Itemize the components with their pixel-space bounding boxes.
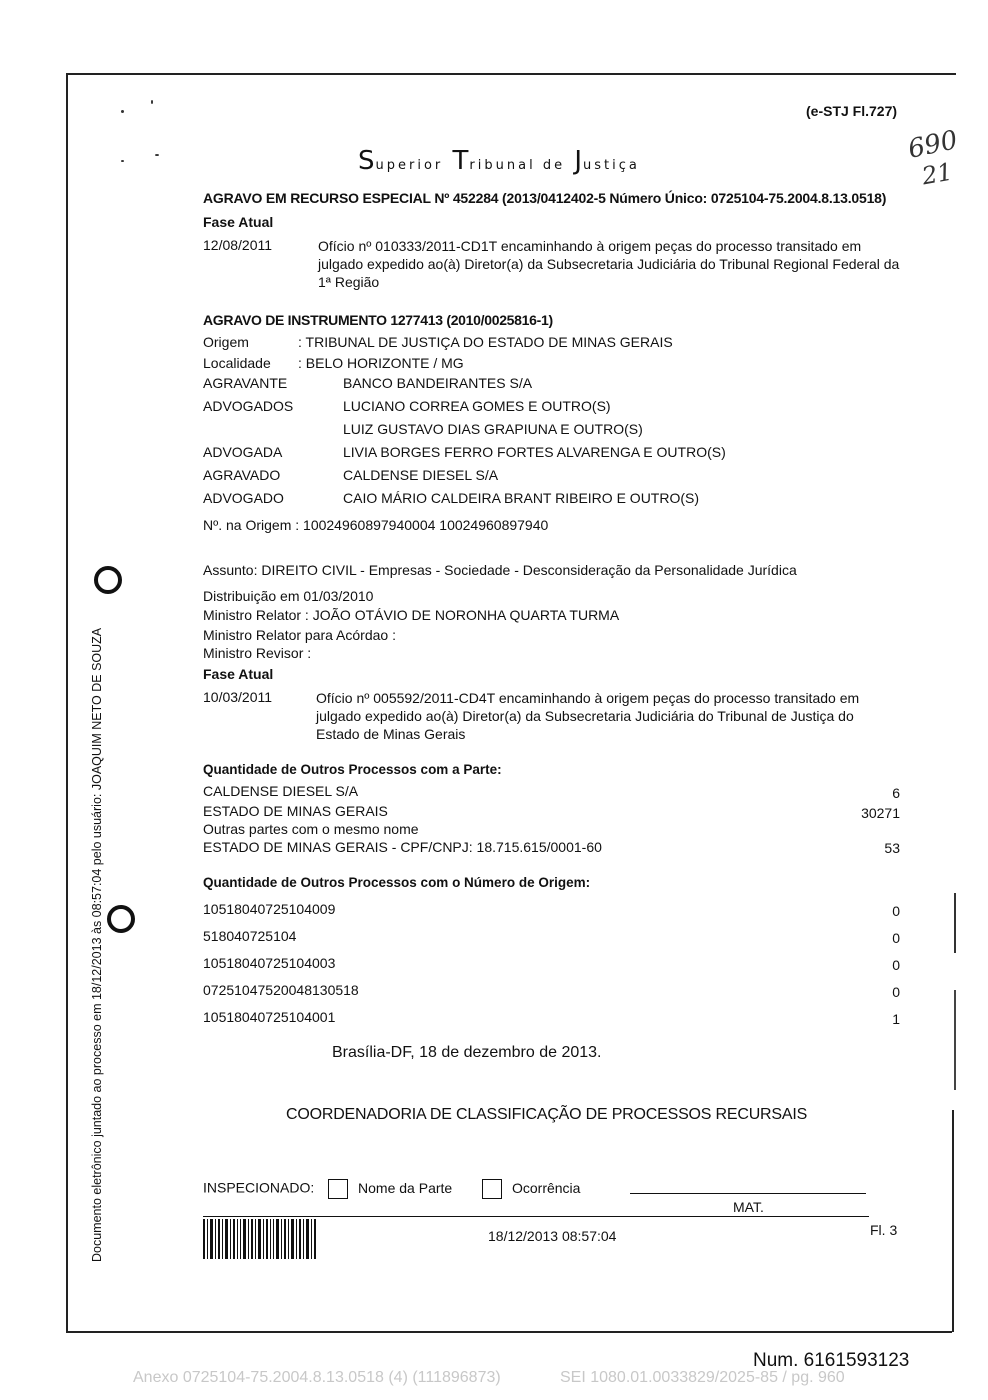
scan-speck xyxy=(121,110,124,113)
party-name: CALDENSE DIESEL S/A xyxy=(343,467,499,483)
footer-rule xyxy=(203,1216,869,1217)
fase-text xyxy=(316,689,859,743)
localidade-value: : BELO HORIZONTE / MG xyxy=(298,355,464,371)
court-title-word: ustiça xyxy=(583,158,640,173)
estj-stamp: (e-STJ Fl.727) xyxy=(806,103,898,119)
party-role: AGRAVADO xyxy=(203,467,281,483)
origem-number: 07251047520048130518 xyxy=(203,982,359,998)
parte-label: CALDENSE DIESEL S/A xyxy=(203,783,359,799)
origem-number: 10518040725104009 xyxy=(203,901,336,917)
parte-label: ESTADO DE MINAS GERAIS xyxy=(203,803,388,819)
party-role: ADVOGADOS xyxy=(203,398,294,414)
barcode xyxy=(203,1219,318,1259)
court-title-word: ribunal de xyxy=(469,158,566,173)
scan-speck xyxy=(121,160,124,162)
nome-da-parte-checkbox[interactable] xyxy=(328,1179,348,1199)
fase-text-line: 1ª Região xyxy=(318,274,380,290)
party-role: AGRAVANTE xyxy=(203,375,288,391)
handwritten-page-number: 690 xyxy=(905,125,961,165)
document-num: Num. 6161593123 xyxy=(753,1350,910,1371)
parte-label: ESTADO DE MINAS GERAIS - CPF/CNPJ: 18.715.615/0001-60 xyxy=(203,839,602,855)
ocorrencia-label: Ocorrência xyxy=(511,1179,581,1196)
court-title-letter: S xyxy=(358,146,376,176)
inspecionado-label: INSPECIONADO: xyxy=(203,1179,315,1196)
fase-text-line: julgado expedido ao(à) Diretor(a) da Subsecretaria Judiciária do Tribunal de Justiça do xyxy=(316,708,854,724)
page-frame-top xyxy=(66,73,956,75)
origem-count: 0 xyxy=(892,930,900,946)
outros-origem-heading: Quantidade de Outros Processos com o Número de Origem: xyxy=(203,875,591,890)
court-title xyxy=(358,146,640,176)
parte-count: 30271 xyxy=(861,805,900,821)
mat-label: MAT. xyxy=(733,1199,764,1215)
side-document-note: Documento eletrônico juntado ao processo em 18/12/2013 às 08:57:04 pelo usuário: JOAQUIM NETO DE SOUZA xyxy=(90,627,104,1262)
scan-speck xyxy=(151,100,153,104)
ministro-relator-acordao: Ministro Relator para Acórdao : xyxy=(203,627,396,643)
handwritten-initial: 21 xyxy=(919,157,955,191)
page-frame-bottom xyxy=(66,1331,952,1333)
coordenadoria: COORDENADORIA DE CLASSIFICAÇÃO DE PROCESSOS RECURSAIS xyxy=(286,1106,808,1123)
party-role: ADVOGADO xyxy=(203,490,284,506)
origem-number: 10518040725104001 xyxy=(203,1009,336,1025)
fase-atual-label: Fase Atual xyxy=(203,214,274,230)
origem-numero: Nº. na Origem : 10024960897940004 10024960897940 xyxy=(203,517,549,533)
page-frame-left xyxy=(66,73,68,1331)
party-name: BANCO BANDEIRANTES S/A xyxy=(343,375,533,391)
fase-date: 10/03/2011 xyxy=(203,689,273,705)
ministro-revisor: Ministro Revisor : xyxy=(203,645,312,661)
inspecionado-row xyxy=(203,1179,580,1199)
ocorrencia-checkbox[interactable] xyxy=(482,1179,502,1199)
scan-edge-mark xyxy=(954,990,956,1090)
origem-value: : TRIBUNAL DE JUSTIÇA DO ESTADO DE MINAS GERAIS xyxy=(298,334,673,350)
origem-count: 0 xyxy=(892,984,900,1000)
origem-number: 10518040725104003 xyxy=(203,955,336,971)
signature-line xyxy=(630,1193,866,1194)
fase-text-line: Estado de Minas Gerais xyxy=(316,726,466,742)
scan-edge-mark xyxy=(954,893,956,953)
case-heading: AGRAVO EM RECURSO ESPECIAL Nº 452284 (2013/0412402-5 Número Único: 0725104-75.2004.8.13.0518) xyxy=(203,190,887,206)
folha-number: Fl. 3 xyxy=(870,1222,898,1238)
localidade-label: Localidade xyxy=(203,355,271,371)
ministro-relator: Ministro Relator : JOÃO OTÁVIO DE NORONHA QUARTA TURMA xyxy=(203,607,620,623)
fase-atual-label: Fase Atual xyxy=(203,666,274,682)
assunto: Assunto: DIREITO CIVIL - Empresas - Sociedade - Desconsideração da Personalidade Jurídica xyxy=(203,562,797,578)
outros-parte-heading: Quantidade de Outros Processos com a Parte: xyxy=(203,762,502,777)
party-name: LUIZ GUSTAVO DIAS GRAPIUNA E OUTRO(S) xyxy=(343,421,643,437)
court-title-letter: J xyxy=(574,146,584,176)
origem-number: 518040725104 xyxy=(203,928,297,944)
court-title-word: uperior xyxy=(375,158,444,173)
party-name: CAIO MÁRIO CALDEIRA BRANT RIBEIRO E OUTRO(S) xyxy=(343,490,700,506)
origem-label: Origem xyxy=(203,334,249,350)
parte-count: 53 xyxy=(884,840,900,856)
place-date: Brasília-DF, 18 de dezembro de 2013. xyxy=(332,1044,602,1061)
punch-hole xyxy=(107,905,135,933)
timestamp: 18/12/2013 08:57:04 xyxy=(488,1228,617,1244)
fase-text-line: Ofício nº 005592/2011-CD4T encaminhando à origem peças do processo transitado em xyxy=(316,690,860,706)
page-frame-right xyxy=(952,1110,954,1332)
distribuicao: Distribuição em 01/03/2010 xyxy=(203,588,374,604)
nome-da-parte-label: Nome da Parte xyxy=(358,1179,453,1196)
origem-count: 0 xyxy=(892,957,900,973)
party-name: LIVIA BORGES FERRO FORTES ALVARENGA E OUTRO(S) xyxy=(343,444,726,460)
court-title-letter: T xyxy=(452,146,470,176)
party-name: LUCIANO CORREA GOMES E OUTRO(S) xyxy=(343,398,611,414)
watermark-sei: SEI 1080.01.0033829/2025-85 / pg. 960 xyxy=(560,1369,845,1386)
party-role: ADVOGADA xyxy=(203,444,283,460)
scan-speck xyxy=(155,154,159,156)
fase-text-line: Ofício nº 010333/2011-CD1T encaminhando à origem peças do processo transitado em xyxy=(318,238,862,254)
instrumento-heading: AGRAVO DE INSTRUMENTO 1277413 (2010/0025816-1) xyxy=(203,312,553,328)
punch-hole xyxy=(94,566,122,594)
watermark-anexo: Anexo 0725104-75.2004.8.13.0518 (4) (111896873) xyxy=(133,1369,501,1386)
origem-count: 0 xyxy=(892,903,900,919)
origem-count: 1 xyxy=(892,1011,900,1027)
fase-text xyxy=(318,237,899,291)
fase-date: 12/08/2011 xyxy=(203,237,273,253)
parte-count: 6 xyxy=(892,785,900,801)
outras-partes-note: Outras partes com o mesmo nome xyxy=(203,821,419,837)
fase-text-line: julgado expedido ao(à) Diretor(a) da Subsecretaria Judiciária do Tribunal Regional Federal da xyxy=(318,256,900,272)
